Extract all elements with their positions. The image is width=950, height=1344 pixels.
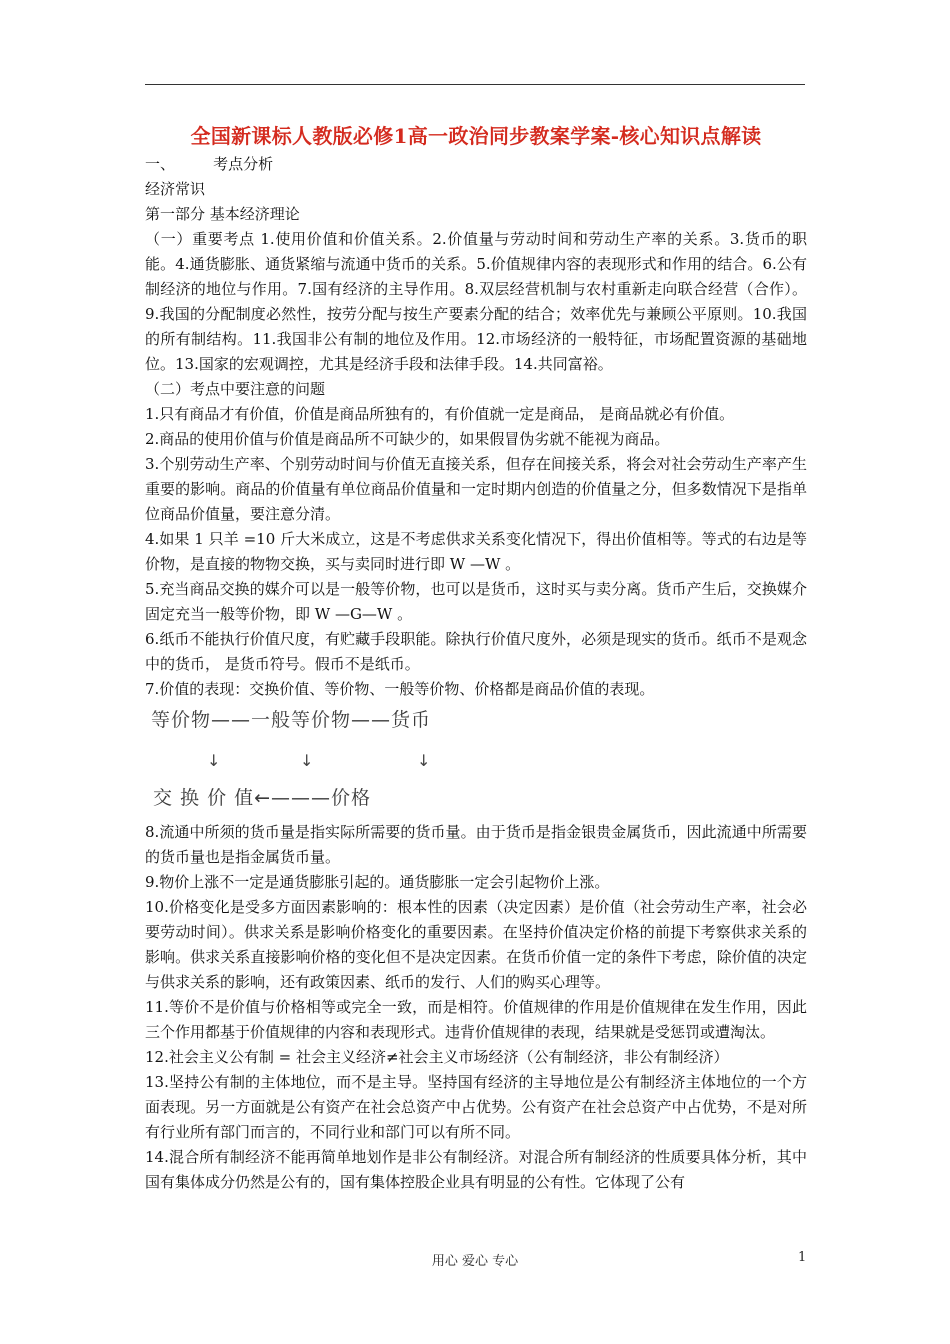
document-body bbox=[145, 120, 807, 1195]
issue-item-12: 12.社会主义公有制 = 社会主义经济≠社会主义市场经济（公有制经济，非公有制经济） bbox=[145, 1048, 729, 1066]
part-heading: 第一部分 基本经济理论 bbox=[145, 205, 300, 223]
page-number: 1 bbox=[798, 1250, 807, 1265]
footer-motto: 用心 爱心 专心 bbox=[431, 1254, 519, 1269]
issue-item-13: 13.坚持公有制的主体地位，而不是主导。坚持国有经济的主导地位是公有制经济主体地位的一个方面表现。另一方面就是公有资产在社会总资产中占优势。公有资产在社会总资产中占优势，不是对所有行业所有部门而言的，不同行业和部门可以有所不同。 bbox=[145, 1073, 807, 1141]
header-rule bbox=[145, 84, 805, 85]
value-expression-diagram bbox=[145, 702, 807, 820]
issue-item-2: 2.商品的使用价值与价值是商品所不可缺少的，如果假冒伪劣就不能视为商品。 bbox=[145, 430, 670, 448]
down-arrow-icon: ↓ bbox=[417, 751, 431, 770]
section-heading-economics: 经济常识 bbox=[145, 180, 206, 198]
issue-item-1: 1.只有商品才有价值，价值是商品所独有的，有价值就一定是商品， 是商品就必有价值。 bbox=[145, 405, 735, 423]
key-points-paragraph: （一）重要考点 1.使用价值和价值关系。2.价值量与劳动时间和劳动生产率的关系。3.货币的职能。4.通货膨胀、通货紧缩与流通中货币的关系。5.价值规律内容的表现形式和作用的结合。6.公有制经济的地位与作用。7.国有经济的主导作用。8.双层经营机制与农村重新走向联合经营（合作）。9.我国的分配制度必然性，按劳分配与按生产要素分配的结合；效率优先与兼顾公平原则。10.我国的所有制结构。11.我国非公有制的地位及作用。12.市场经济的一般特征，市场配置资源的基础地位。13.国家的宏观调控，尤其是经济手段和法律手段。14.共同富裕。 bbox=[145, 230, 807, 373]
section-heading-analysis: 一、 考点分析 bbox=[145, 155, 274, 173]
issue-item-7: 7.价值的表现：交换价值、等价物、一般等价物、价格都是商品价值的表现。 bbox=[145, 680, 655, 698]
issue-item-6: 6.纸币不能执行价值尺度，有贮藏手段职能。除执行价值尺度外，必须是现实的货币。纸币不是观念中的货币， 是货币符号。假币不是纸币。 bbox=[145, 630, 807, 673]
diagram-bottom-row: 交 换 价 值←———价格 bbox=[153, 787, 372, 809]
down-arrow-icon: ↓ bbox=[207, 751, 221, 770]
issue-item-9: 9.物价上涨不一定是通货膨胀引起的。通货膨胀一定会引起物价上涨。 bbox=[145, 873, 610, 891]
diagram-top-row: 等价物——一般等价物——货币 bbox=[151, 709, 432, 731]
issue-item-4: 4.如果 1 只羊 =10 斤大米成立，这是不考虑供求关系变化情况下，得出价值相等。等式的右边是等价物，是直接的物物交换，买与卖同时进行即 W —W 。 bbox=[145, 530, 807, 573]
issue-item-11: 11.等价不是价值与价格相等或完全一致，而是相符。价值规律的作用是价值规律在发生作用，因此三个作用都基于价值规律的内容和表现形式。违背价值规律的表现，结果就是受惩罚或遭淘汰。 bbox=[145, 998, 807, 1041]
issue-item-3: 3.个别劳动生产率、个别劳动时间与价值无直接关系，但存在间接关系，将会对社会劳动生产率产生重要的影响。商品的价值量有单位商品价值量和一定时期内创造的价值量之分，但多数情况下是指单位商品价值量，要注意分清。 bbox=[145, 455, 807, 523]
issue-item-5: 5.充当商品交换的媒介可以是一般等价物，也可以是货币，这时买与卖分离。货币产生后，交换媒介固定充当一般等价物，即 W —G—W 。 bbox=[145, 580, 807, 623]
issue-item-10: 10.价格变化是受多方面因素影响的：根本性的因素（决定因素）是价值（社会劳动生产率，社会必要劳动时间）。供求关系是影响价格变化的重要因素。在坚持价值决定价格的前提下考察供求关系的影响。供求关系直接影响价格的变化但不是决定因素。在货币价值一定的条件下考虑，除价值的决定与供求关系的影响，还有政策因素、纸币的发行、人们的购买心理等。 bbox=[145, 898, 807, 991]
issues-heading: （二）考点中要注意的问题 bbox=[145, 380, 326, 398]
issue-item-14: 14.混合所有制经济不能再简单地划作是非公有制经济。对混合所有制经济的性质要具体分析，其中国有集体成分仍然是公有的，国有集体控股企业具有明显的公有性。它体现了公有 bbox=[145, 1148, 807, 1191]
down-arrow-icon: ↓ bbox=[300, 751, 314, 770]
document-title: 全国新课标人教版必修1高一政治同步教案学案-核心知识点解读 bbox=[190, 124, 762, 148]
issue-item-8: 8.流通中所须的货币量是指实际所需要的货币量。由于货币是指金银贵金属货币，因此流通中所需要的货币量也是指金属货币量。 bbox=[145, 823, 807, 866]
